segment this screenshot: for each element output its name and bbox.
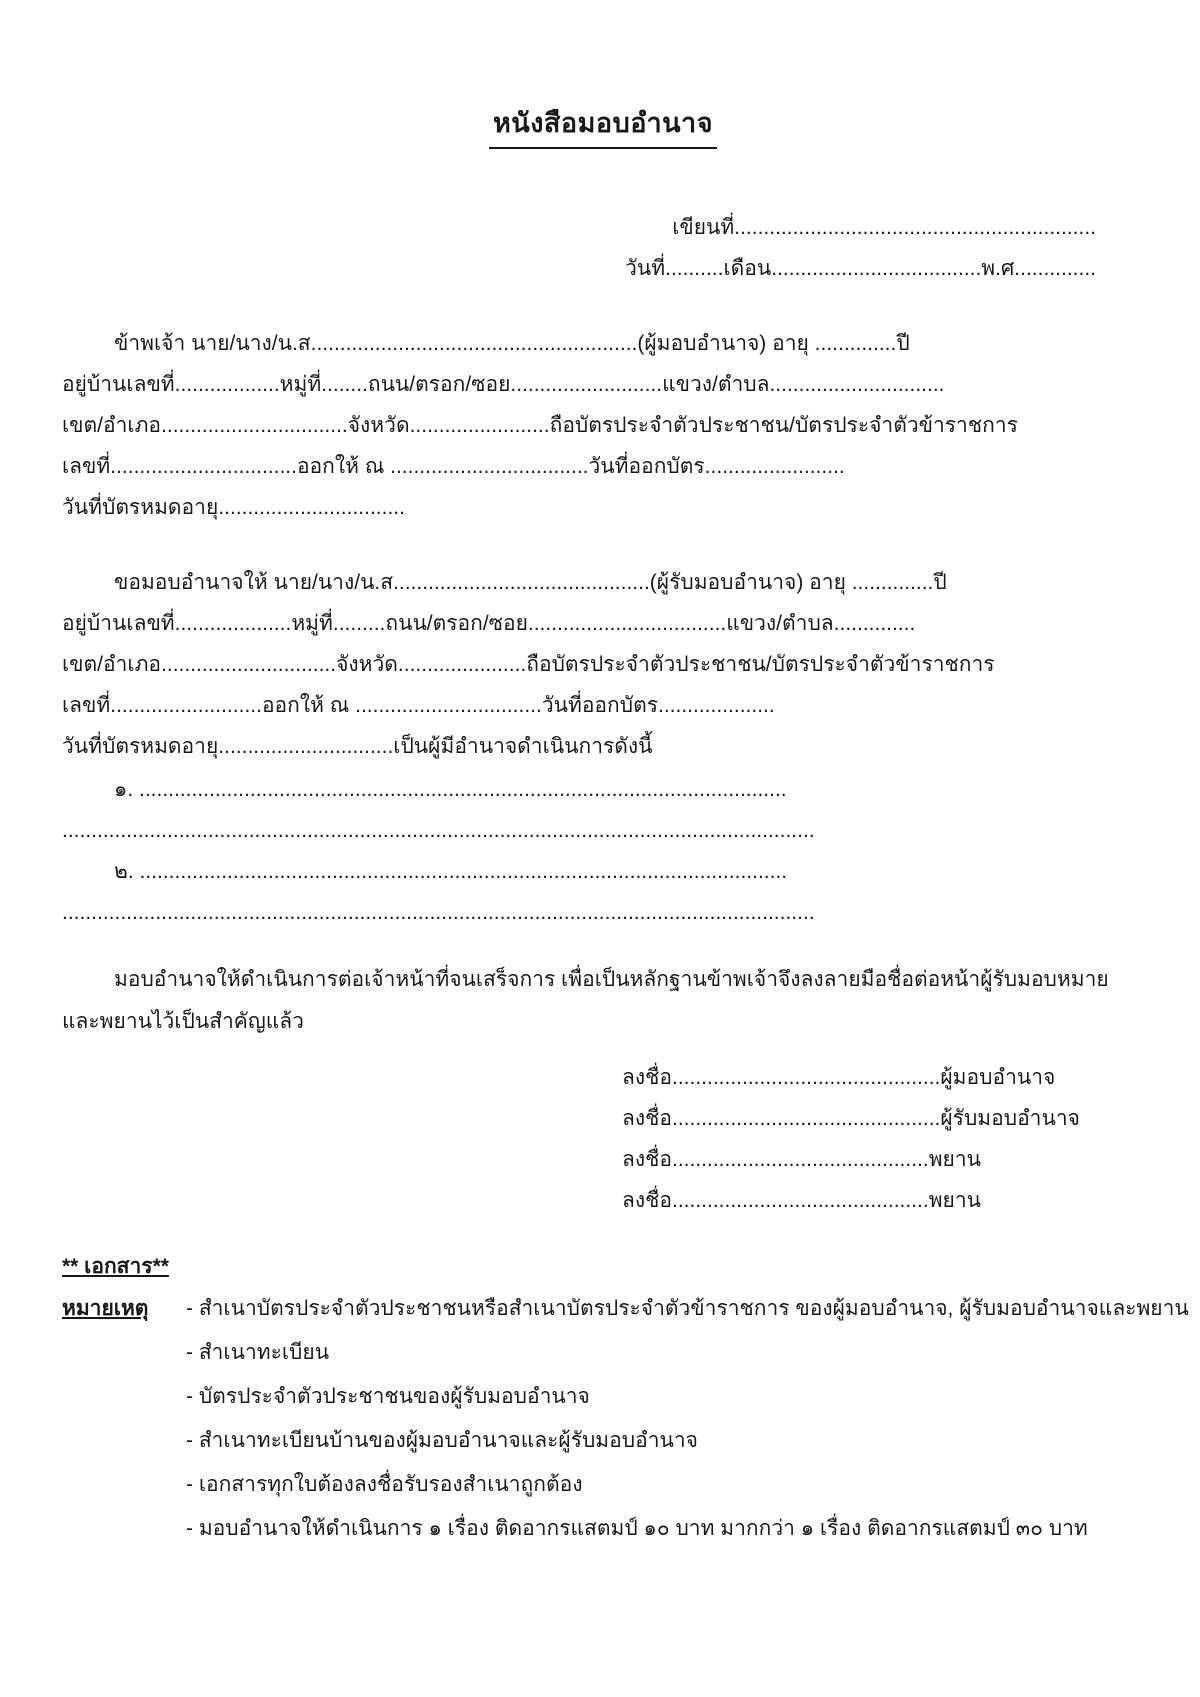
grantor-district-line: เขต/อำเภอ................................จังหวัด........................ถือบัตรประจำตัวประชาชน/บัตรประจำตัวข้าราชการ <box>62 414 1018 437</box>
signature-line-grantee: ลงชื่อ..............................................ผู้รับมอบอำนาจ <box>622 1107 1080 1130</box>
document-title: หนังสือมอบอำนาจ <box>489 101 717 149</box>
remark-item-2: - สำเนาทะเบียน <box>186 1341 330 1364</box>
remark-item-3: - บัตรประจำตัวประชาชนของผู้รับมอบอำนาจ <box>186 1385 590 1408</box>
documents-heading-text: ** เอกสาร** <box>62 1255 169 1278</box>
documents-heading <box>62 1247 1144 1287</box>
date-line: วันที่..........เดือน....................................พ.ศ.............. <box>625 257 1096 280</box>
grantor-address-line: อยู่บ้านเลขที่..................หมู่ที่........ถนน/ตรอก/ซอย..........................แขวง/ตำบล.............................. <box>62 373 945 396</box>
closing-paragraph: มอบอำนาจให้ดำเนินการต่อเจ้าหน้าที่จนเสร็จการ เพื่อเป็นหลักฐานข้าพเจ้าจึงลงลายมือชื่อต่อหน้าผู้รับมอบหมายและพยานไว้เป็นสำคัญแล้ว <box>62 968 1109 1033</box>
signature-line-witness-2: ลงชื่อ............................................พยาน <box>622 1189 981 1212</box>
signature-line-grantor: ลงชื่อ..............................................ผู้มอบอำนาจ <box>622 1066 1056 1089</box>
header-block <box>62 207 1096 289</box>
signature-block <box>622 1057 1144 1221</box>
grantee-name-line: ขอมอบอำนาจให้ นาย/นาง/น.ส............................................(ผู้รับมอบอำนาจ) อายุ ..............ปี <box>114 571 947 594</box>
grantee-address-line: อยู่บ้านเลขที่....................หมู่ที่.........ถนน/ตรอก/ซอย..................................แขวง/ตำบล.............. <box>62 612 916 635</box>
remarks-label: หมายเหตุ <box>62 1297 149 1320</box>
action-item-2-continuation-line: ................................................................................................................................. <box>62 901 815 924</box>
remarks-list <box>186 1287 1189 1551</box>
remarks-row <box>62 1287 1189 1551</box>
grantor-id-card-line: เลขที่................................ออกให้ ณ ..................................วันที่ออกบัตร........................ <box>62 455 845 478</box>
written-at-line: เขียนที่.............................................................. <box>672 216 1096 239</box>
remark-item-4: - สำเนาทะเบียนบ้านของผู้มอบอำนาจและผู้รับมอบอำนาจ <box>186 1429 698 1452</box>
grantee-section <box>62 562 1144 767</box>
authorized-actions-section <box>62 769 1144 933</box>
action-item-2-line: ๒. ............................................................................................................... <box>114 860 788 883</box>
remark-item-5: - เอกสารทุกใบต้องลงชื่อรับรองสำเนาถูกต้อง <box>186 1473 583 1496</box>
grantor-section <box>62 323 1144 528</box>
remark-item-1: - สำเนาบัตรประจำตัวประชาชนหรือสำเนาบัตรประจำตัวข้าราชการ ของผู้มอบอำนาจ, ผู้รับมอบอำนาจและพยาน <box>186 1297 1189 1320</box>
grantee-district-line: เขต/อำเภอ..............................จังหวัด......................ถือบัตรประจำตัวประชาชน/บัตรประจำตัวข้าราชการ <box>62 653 995 676</box>
action-item-1-continuation-line: ................................................................................................................................. <box>62 819 815 842</box>
signature-line-witness-1: ลงชื่อ............................................พยาน <box>622 1148 981 1171</box>
grantee-card-expiry-line: วันที่บัตรหมดอายุ..............................เป็นผู้มีอำนาจดำเนินการดังนี้ <box>62 735 653 758</box>
grantee-id-card-line: เลขที่..........................ออกให้ ณ ................................วันที่ออกบัตร.................... <box>62 694 775 717</box>
grantor-card-expiry-line: วันที่บัตรหมดอายุ................................ <box>62 496 405 519</box>
footer-notes-section <box>62 1247 1189 1551</box>
document-title-row <box>62 0 1144 149</box>
grantor-name-line: ข้าพเจ้า นาย/นาง/น.ส........................................................(ผู้มอบอำนาจ) อายุ ..............ปี <box>114 332 910 355</box>
action-item-1-line: ๑. ............................................................................................................... <box>114 778 787 801</box>
remark-item-6: - มอบอำนาจให้ดำเนินการ ๑ เรื่อง ติดอากรแสตมป์ ๑๐ บาท มากกว่า ๑ เรื่อง ติดอากรแสตมป์ ๓๐ บาท <box>186 1517 1088 1540</box>
